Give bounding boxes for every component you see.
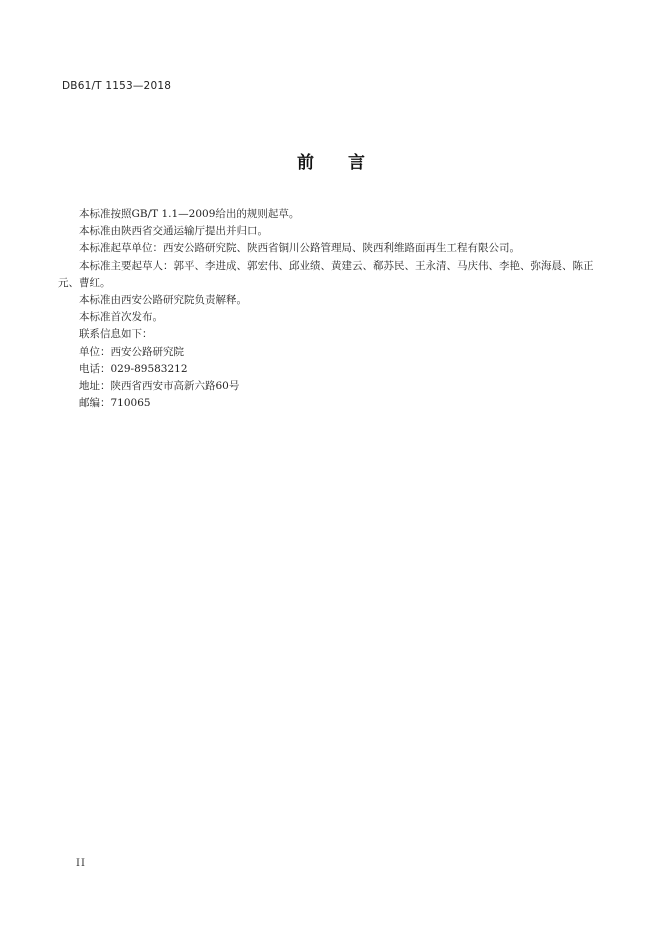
paragraph-drafting-rules: 本标准按照GB/T 1.1—2009给出的规则起草。 (79, 208, 300, 220)
page-title (0, 148, 662, 173)
contact-postcode: 邮编：710065 (79, 397, 151, 410)
contact-unit: 单位：西安公路研究院 (79, 345, 184, 358)
contact-phone: 电话：029-89583212 (79, 362, 188, 375)
paragraph-interpretation: 本标准由西安公路研究院负责解释。 (79, 294, 247, 307)
foreword-body (58, 206, 598, 412)
contact-address: 地址：陕西省西安市高新六路60号 (79, 380, 240, 393)
paragraph-first-release: 本标准首次发布。 (79, 311, 163, 324)
paragraph-proposer: 本标准由陕西省交通运输厅提出并归口。 (79, 225, 268, 238)
paragraph-main-drafters: 本标准主要起草人：郭平、李进成、郭宏伟、邱业绩、黄建云、郗苏民、王永清、马庆伟、李艳、弥海晨、陈正元、曹红。 (58, 259, 594, 289)
page-number: II (76, 858, 86, 869)
page-title-part-1: 前 (297, 153, 314, 173)
paragraph-contact-heading: 联系信息如下： (79, 328, 153, 341)
document-code: DB61/T 1153—2018 (62, 80, 172, 92)
page-title-part-2: 言 (348, 153, 365, 173)
paragraph-drafting-units: 本标准起草单位：西安公路研究院、陕西省铜川公路管理局、陕西利维路面再生工程有限公司。 (79, 242, 520, 255)
